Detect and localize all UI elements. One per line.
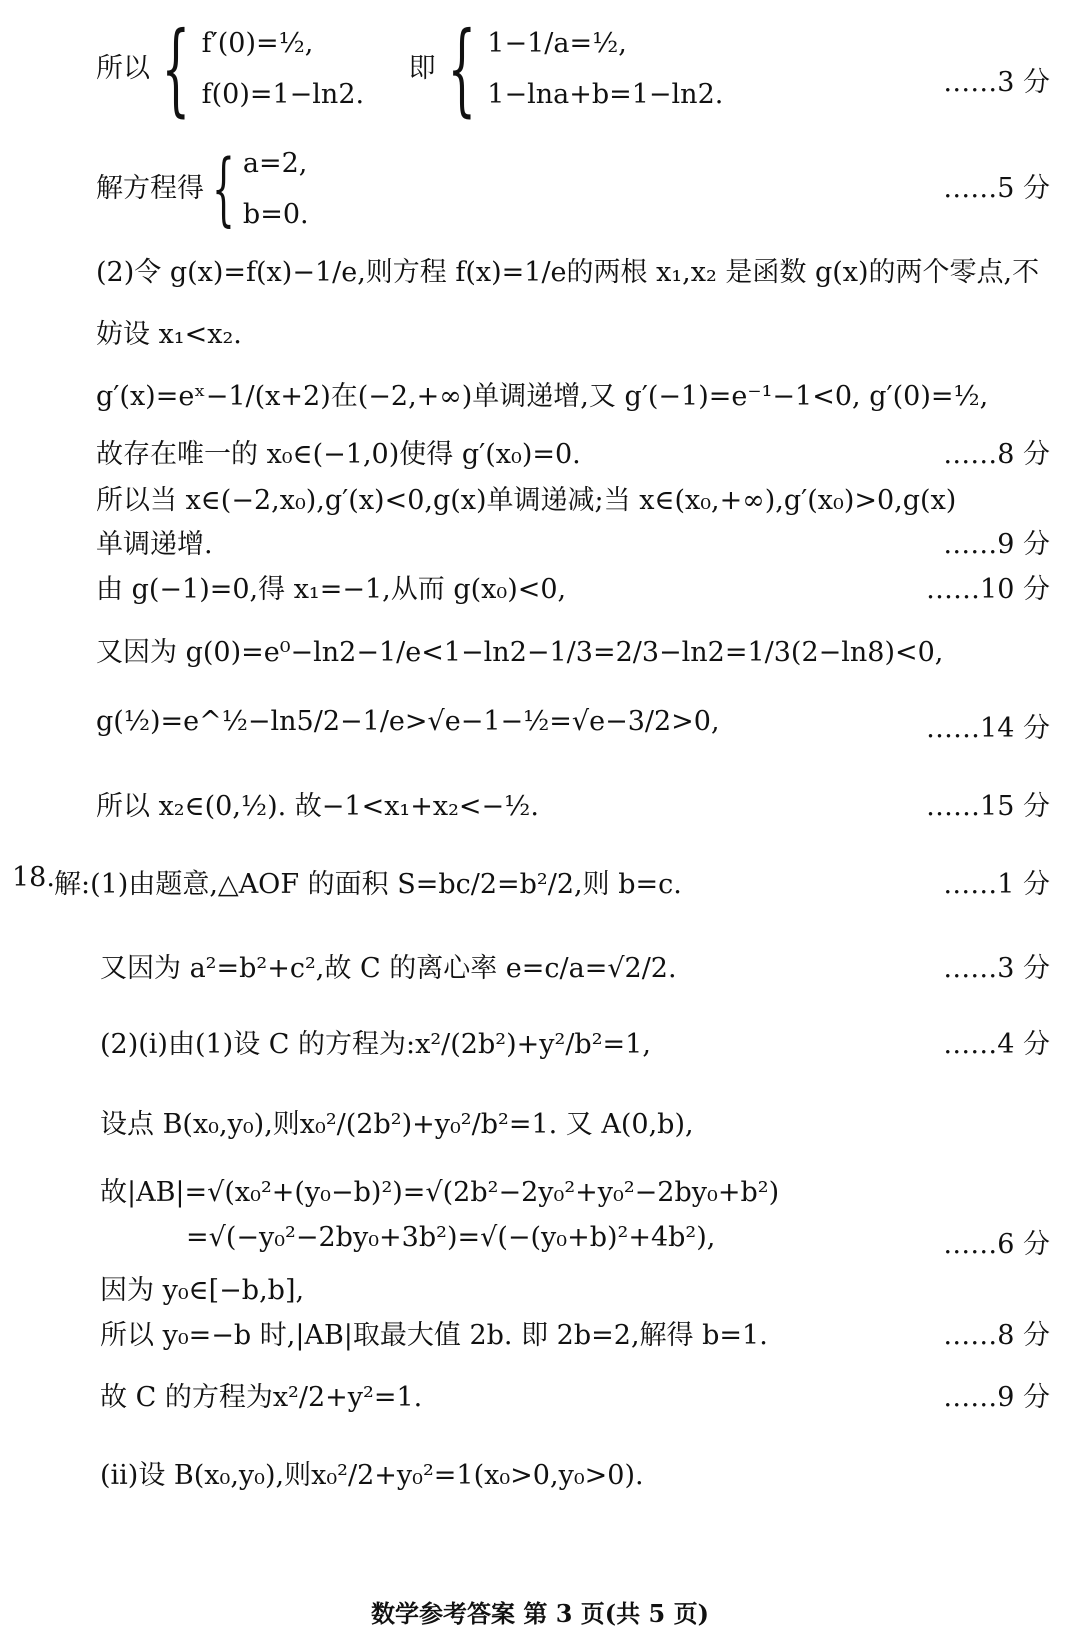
equation-system-3 [243,138,309,241]
answer-line-15: (2)(i)由(1)设 C 的方程为:x²/(2b²)+y²/b²=1, [100,1029,651,1060]
left-brace-icon: { [211,142,235,236]
answer-line-9: 由 g(−1)=0,得 x₁=−1,从而 g(x₀)<0, [96,574,567,605]
score-mark: ……4 分 [943,1029,1050,1060]
answer-line-1 [96,10,1032,128]
answer-line-7: 所以当 x∈(−2,x₀),g′(x)<0,g(x)单调递减;当 x∈(x₀,+∞),g′(x₀)>0,g(x) [96,485,957,516]
answer-line-20: 所以 y₀=−b 时,|AB|取最大值 2b. 即 2b=2,解得 b=1. [100,1320,768,1351]
system-row: a=2, [242,148,308,179]
answer-line-11: g(½)=e^½−ln5/2−1/e>√e−1−½=√e−3/2>0, [96,706,720,737]
answer-line-16: 设点 B(x₀,y₀),则x₀²/(2b²)+y₀²/b²=1. 又 A(0,b), [100,1109,694,1140]
text-mid: 即 [408,52,436,84]
answer-line-3: (2)令 g(x)=f(x)−1/e,则方程 f(x)=1/e的两根 x₁,x₂ 是函数 g(x)的两个零点,不 [96,257,1040,288]
answer-line-18: =√(−y₀²−2by₀+3b²)=√(−(y₀+b)²+4b²), [186,1222,716,1253]
score-mark: ……8 分 [943,1320,1050,1351]
score-mark: ……3 分 [943,67,1050,98]
system-row: b=0. [242,199,309,231]
left-brace-icon: { [447,10,476,128]
answer-line-14: 又因为 a²=b²+c²,故 C 的离心率 e=c/a=√2/2. [100,953,677,984]
system-row: f(0)=1−ln2. [201,79,365,111]
system-row: 1−1/a=½, [487,28,627,59]
answer-line-13: 解:(1)由题意,△AOF 的面积 S=bc/2=b²/2,则 b=c. [54,869,682,900]
score-mark: ……5 分 [943,173,1050,204]
system-row: 1−lna+b=1−ln2. [487,79,724,111]
text-prefix: 所以 [96,52,150,84]
equation-system-1 [202,18,364,121]
answer-line-22: (ii)设 B(x₀,y₀),则x₀²/2+y₀²=1(x₀>0,y₀>0). [100,1460,644,1491]
left-brace-icon: { [161,10,191,128]
answer-line-5: g′(x)=eˣ−1/(x+2)在(−2,+∞)单调递增,又 g′(−1)=e⁻¹−1<0, g′(0)=½, [96,381,989,412]
score-mark: ……10 分 [926,574,1050,605]
score-mark: ……15 分 [926,791,1050,822]
score-mark: ……9 分 [943,1382,1050,1413]
text-prefix: 解方程得 [96,172,204,204]
answer-line-12: 所以 x₂∈(0,½). 故−1<x₁+x₂<−½. [96,791,539,822]
score-mark: ……14 分 [926,713,1050,744]
answer-line-8: 单调递增. [96,529,213,560]
score-mark: ……9 分 [943,529,1050,560]
score-mark: ……3 分 [943,953,1050,984]
answer-line-4: 妨设 x₁<x₂. [96,319,242,350]
answer-line-6: 故存在唯一的 x₀∈(−1,0)使得 g′(x₀)=0. [96,439,581,470]
equation-system-2 [487,18,723,121]
system-row: f′(0)=½, [201,28,314,59]
score-mark: ……6 分 [943,1229,1050,1260]
score-mark: ……8 分 [943,439,1050,470]
answer-line-21: 故 C 的方程为x²/2+y²=1. [100,1382,423,1413]
page-footer: 数学参考答案 第 3 页(共 5 页) [371,1599,709,1628]
answer-line-17: 故|AB|=√(x₀²+(y₀−b)²)=√(2b²−2y₀²+y₀²−2by₀+b²) [100,1177,780,1208]
answer-line-10: 又因为 g(0)=e⁰−ln2−1/e<1−ln2−1/3=2/3−ln2=1/3(2−ln8)<0, [96,637,944,668]
answer-line-2 [96,138,1032,241]
answer-line-19: 因为 y₀∈[−b,b], [100,1275,305,1306]
score-mark: ……1 分 [943,869,1050,900]
question-number: 18. [12,862,55,893]
